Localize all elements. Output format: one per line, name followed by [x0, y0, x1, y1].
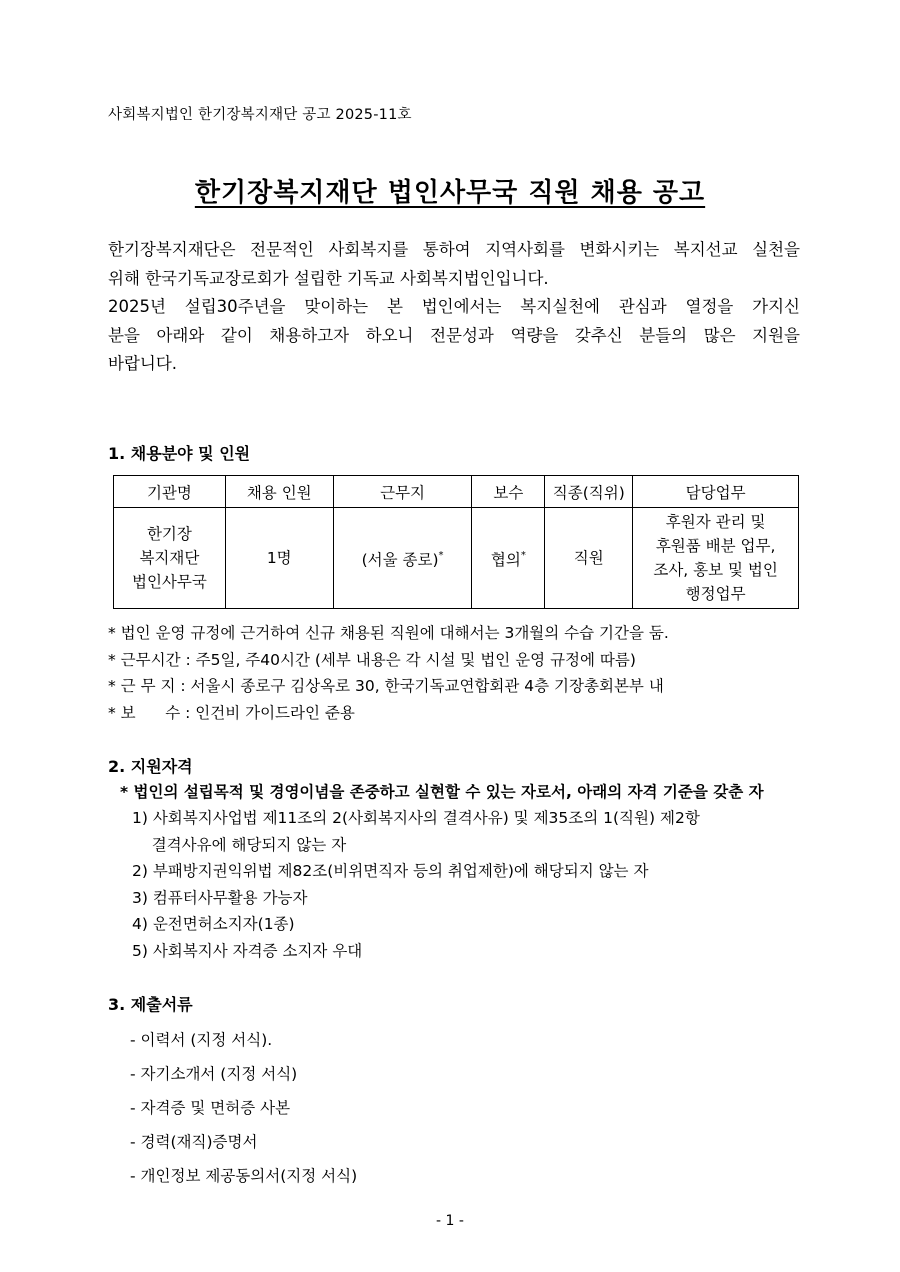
- section-heading-recruitment: 1. 채용분야 및 인원: [108, 444, 251, 463]
- page-title: [0, 172, 900, 209]
- cell-duties: [633, 508, 799, 609]
- note-item: * 법인 운영 규정에 근거하여 신규 채용된 직원에 대해서는 3개월의 수습 기간을 둠.: [108, 624, 669, 642]
- list-item: 4) 운전면허소지자(1종): [132, 915, 295, 933]
- cell-location: [333, 508, 472, 609]
- list-item: 1) 사회복지사업법 제11조의 2(사회복지사의 결격사유) 및 제35조의 1(직원) 제2항: [132, 809, 700, 827]
- list-item: - 이력서 (지정 서식).: [130, 1031, 273, 1049]
- list-item: 2) 부패방지권익위법 제82조(비위면직자 등의 취업제한)에 해당되지 않는 자: [132, 862, 649, 880]
- note-item: * 보 수 : 인건비 가이드라인 준용: [108, 703, 355, 722]
- list-item: - 자기소개서 (지정 서식): [130, 1065, 298, 1083]
- cell-line: 한기장: [146, 525, 192, 543]
- cell-line: 조사, 홍보 및 법인: [653, 561, 778, 579]
- intro-line: 분을 아래와 같이 채용하고자 하오니 전문성과 역량을 갖추신 분들의 많은 지원을: [108, 325, 800, 345]
- table-header-cell: 기관명: [114, 476, 226, 508]
- cell-count: 1명: [225, 508, 333, 609]
- table-row: [114, 508, 799, 609]
- location-text: (서울 종로): [361, 551, 439, 569]
- cell-line: 복지재단: [139, 549, 200, 567]
- documents-list: [130, 1023, 357, 1193]
- section-heading-documents: 3. 제출서류: [108, 995, 193, 1014]
- list-item: - 자격증 및 면허증 사본: [130, 1099, 291, 1117]
- page-number: - 1 -: [436, 1213, 464, 1229]
- page-title-text: 한기장복지재단 법인사무국 직원 채용 공고: [194, 178, 706, 208]
- list-item: - 개인정보 제공동의서(지정 서식): [130, 1167, 358, 1185]
- recruitment-table: [113, 475, 799, 609]
- qualification-list: [132, 805, 700, 964]
- cell-pay: [472, 508, 545, 609]
- intro-line: 한기장복지재단은 전문적인 사회복지를 통하여 지역사회를 변화시키는 복지선교 실천을: [108, 240, 800, 259]
- asterisk-mark: *: [520, 550, 526, 561]
- intro-line: 바랍니다.: [108, 354, 178, 373]
- cell-line: 후원품 배분 업무,: [655, 537, 776, 555]
- table-header-row: [114, 476, 799, 508]
- list-item: 5) 사회복지사 자격증 소지자 우대: [132, 941, 363, 960]
- table-header-cell: 담당업무: [633, 476, 799, 508]
- cell-position: 직원: [545, 508, 633, 609]
- notice-number: 사회복지법인 한기장복지재단 공고 2025-11호: [108, 107, 412, 123]
- asterisk-mark: *: [438, 550, 444, 561]
- intro-line: 위해 한국기독교장로회가 설립한 기독교 사회복지법인입니다.: [108, 268, 549, 288]
- cell-org: [114, 508, 226, 609]
- qualification-lead: * 법인의 설립목적 및 경영이념을 존중하고 실현할 수 있는 자로서, 아래의 자격 기준을 갖춘 자: [120, 783, 764, 801]
- list-item: - 경력(재직)증명서: [130, 1133, 258, 1151]
- table-header-cell: 채용 인원: [225, 476, 333, 508]
- table-header-cell: 근무지: [333, 476, 472, 508]
- list-item: 결격사유에 해당되지 않는 자: [132, 835, 347, 854]
- section-heading-qualifications: 2. 지원자격: [108, 757, 193, 776]
- intro-line: 2025년 설립30주년을 맞이하는 본 법인에서는 복지실천에 관심과 열정을 가지신: [108, 297, 800, 316]
- pay-text: 협의: [490, 551, 521, 569]
- note-item: * 근 무 지 : 서울시 종로구 김상옥로 30, 한국기독교연합회관 4층 기장총회본부 내: [108, 677, 664, 695]
- cell-line: 법인사무국: [131, 573, 207, 591]
- cell-line: 후원자 관리 및: [665, 513, 766, 531]
- cell-line: 행정업무: [685, 585, 746, 603]
- recruitment-notes: [108, 620, 669, 726]
- intro-paragraph: [108, 236, 800, 379]
- list-item: 3) 컴퓨터사무활용 가능자: [132, 888, 308, 907]
- note-item: * 근무시간 : 주5일, 주40시간 (세부 내용은 각 시설 및 법인 운영 규정에 따름): [108, 650, 636, 669]
- table-header-cell: 직종(직위): [545, 476, 633, 508]
- table-header-cell: 보수: [472, 476, 545, 508]
